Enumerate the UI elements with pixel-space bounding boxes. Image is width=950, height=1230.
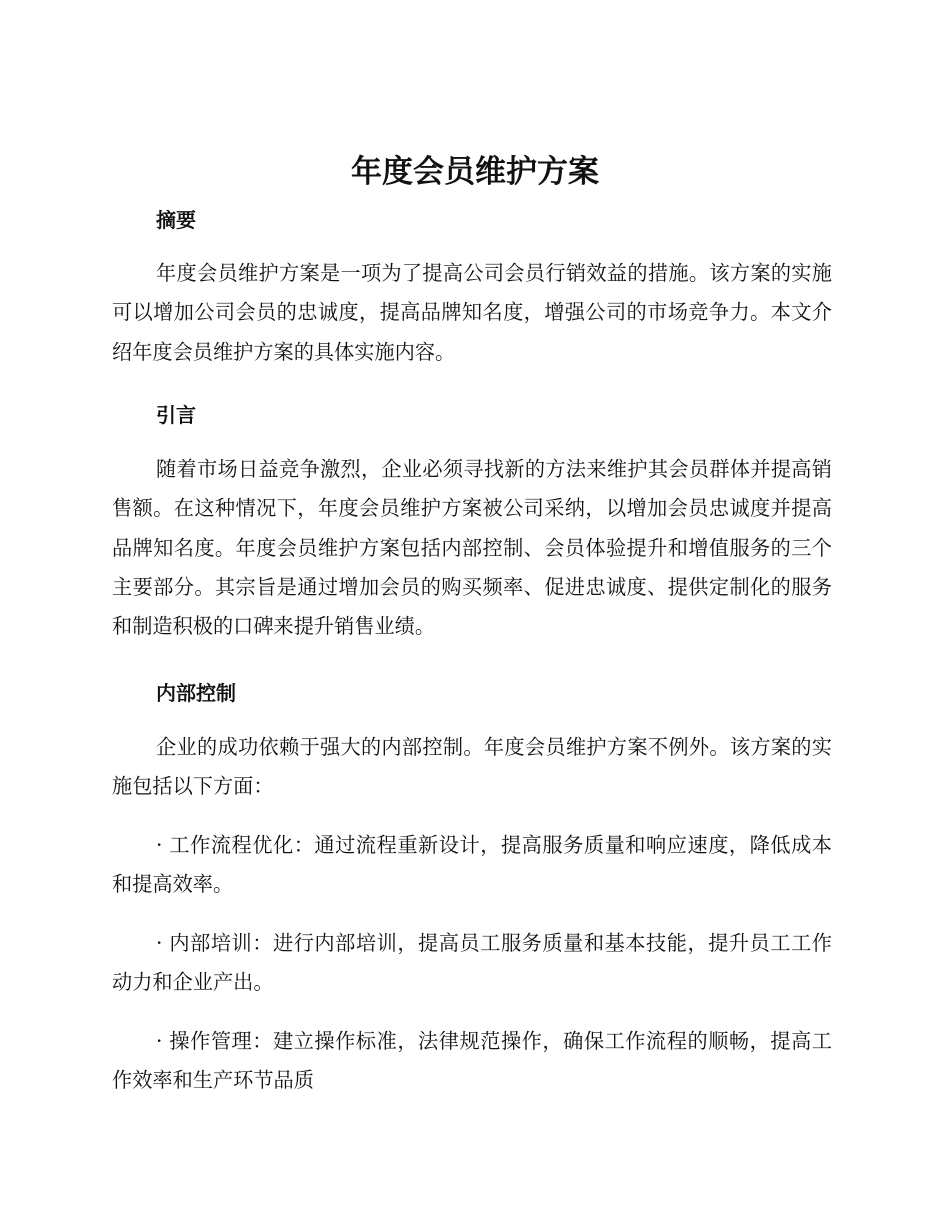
- section-heading-introduction: 引言: [156, 403, 196, 427]
- bullet-item-workflow: · 工作流程优化：通过流程重新设计，提高服务质量和响应速度，降低成本和提高效率。: [112, 833, 832, 897]
- bullet-item-training: · 内部培训：进行内部培训，提高员工服务质量和基本技能，提升员工工作动力和企业产出。: [112, 931, 832, 995]
- internal-control-intro-paragraph: 企业的成功依赖于强大的内部控制。年度会员维护方案不例外。该方案的实施包括以下方面：: [112, 735, 832, 799]
- bullet-item-operations: · 操作管理：建立操作标准，法律规范操作，确保工作流程的顺畅，提高工作效率和生产环节品质: [112, 1029, 832, 1093]
- introduction-paragraph: 随着市场日益竞争激烈，企业必须寻找新的方法来维护其会员群体并提高销售额。在这种情况下，年度会员维护方案被公司采纳，以增加会员忠诚度并提高品牌知名度。年度会员维护方案包括内部控制、会员体验提升和增值服务的三个主要部分。其宗旨是通过增加会员的购买频率、促进忠诚度、提供定制化的服务和制造积极的口碑来提升销售业绩。: [112, 457, 832, 639]
- document-title: 年度会员维护方案: [351, 154, 599, 190]
- section-heading-abstract: 摘要: [156, 208, 196, 232]
- abstract-paragraph: 年度会员维护方案是一项为了提高公司会员行销效益的措施。该方案的实施可以增加公司会员的忠诚度，提高品牌知名度，增强公司的市场竞争力。本文介绍年度会员维护方案的具体实施内容。: [112, 261, 832, 364]
- section-heading-internal-control: 内部控制: [156, 681, 236, 705]
